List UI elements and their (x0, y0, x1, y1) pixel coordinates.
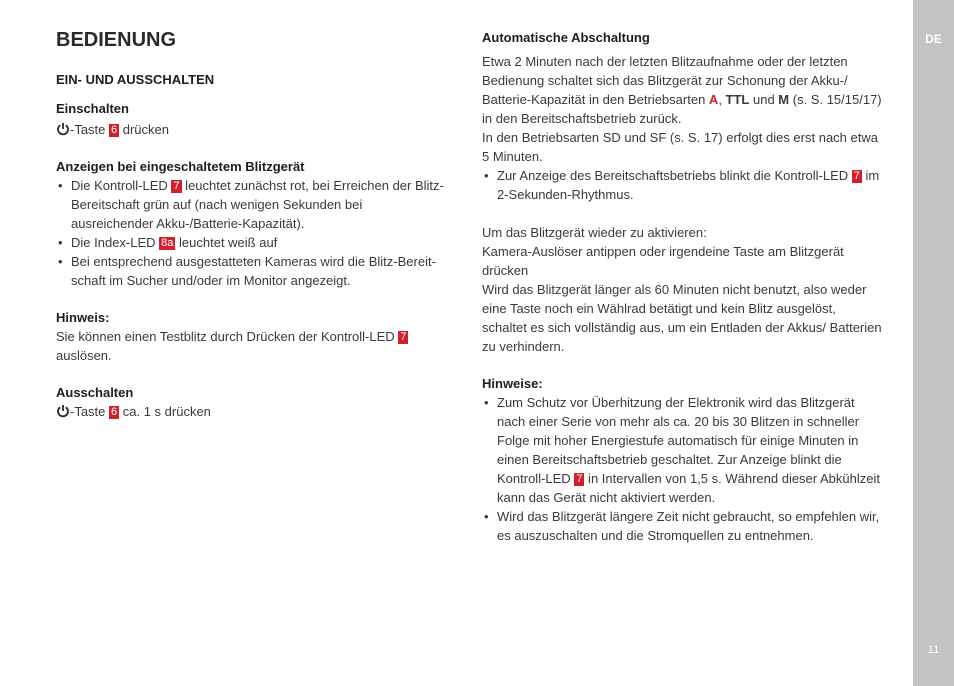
list-item: • Wird das Blitzgerät längere Zeit nicht gebraucht, so empfehlen wir, es auszuschalten und die Stromquellen zu entnehmen. (482, 507, 882, 545)
callout-number: 7 (853, 170, 860, 182)
reactivate-instruction: Kamera-Auslöser antippen oder irgendeine Taste am Blitzgerät drücken (482, 244, 844, 278)
list-item: • Zum Schutz vor Überhitzung der Elektronik wird das Blitzgerät nach einer Serie von mehr als ca. 20 bis 30 Blitzen in schneller Folge mit hoher Energiestufe automatisch für einige Minuten in einen Bereitschaftsbetrieb geschaltet. Zur Anzeige blinkt die Kontroll-LED 7 in Intervallen von 1,5 s. Während dieser Abkühlzeit kann das Gerät nicht aktiviert werden. (482, 393, 882, 507)
language-label: DE (925, 32, 942, 46)
sd-sf-paragraph: In den Betriebsarten SD und SF (s. S. 17) erfolgt dies erst nach etwa 5 Minuten. (482, 130, 878, 164)
callout-number: 6 (111, 124, 118, 136)
mode-ttl-label: TTL (725, 92, 750, 107)
list-item: • Die Kontroll-LED 7 leuchtet zunächst rot, bei Erreichen der Blitz-Bereitschaft grün auf (nach wenigen Sekunden bei ausreichender Akku-/Batterie-Kapazität). (56, 176, 446, 233)
right-column (482, 28, 882, 545)
full-off-paragraph: Wird das Blitzgerät länger als 60 Minuten nicht benutzt, also weder eine Taste noch ein Wählrad betätigt und kein Blitz ausgelöst, schaltet es sich vollständig aus, um ein Entladen der Akkus/ Batterien zu verhindern. (482, 282, 882, 354)
note-text: Sie können einen Testblitz durch Drücken der Kontroll-LED 7 auslösen. (56, 329, 407, 363)
callout-number: 7 (400, 331, 407, 343)
note-heading: Hinweis: (56, 310, 110, 325)
left-column (56, 28, 446, 421)
power-icon (56, 122, 70, 136)
side-tab (913, 0, 954, 686)
section-heading: EIN- UND AUSSCHALTEN (56, 72, 215, 87)
reactivate-intro: Um das Blitzgerät wieder zu aktivieren: (482, 225, 707, 240)
callout-number: 7 (173, 180, 180, 192)
mode-m-label: M (778, 92, 790, 107)
auto-off-heading: Automatische Abschaltung (482, 30, 650, 45)
auto-off-paragraph: Etwa 2 Minuten nach der letzten Blitzaufnahme oder der letzten Bedienung schaltet sich das Blitzgerät zur Schonung der Akku-/ Batterie-Kapazität in den Betriebsarten A, TTL und M (s. S. 15/15/17) in den Bereitschaftsbetrieb zurück. (482, 54, 882, 126)
switch-on-heading: Einschalten (56, 101, 129, 116)
notes-heading: Hinweise: (482, 376, 543, 391)
callout-number: 6 (111, 406, 118, 418)
page-title: BEDIENUNG (56, 29, 177, 51)
power-icon (56, 404, 70, 418)
callout-number: 7 (576, 473, 583, 485)
switch-off-instruction: -Taste 6 ca. 1 s drücken (56, 402, 446, 421)
switch-on-instruction: -Taste 6 drücken (56, 120, 446, 139)
list-item: • Die Index-LED 8a leuchtet weiß auf (56, 233, 446, 252)
switch-off-heading: Ausschalten (56, 385, 134, 400)
mode-a-label: A (708, 92, 719, 107)
list-item: • Zur Anzeige des Bereitschaftsbetriebs blinkt die Kontroll-LED 7 im 2-Sekunden-Rhythmus. (482, 166, 882, 204)
callout-number: 8a (161, 237, 174, 249)
page-number: 11 (927, 644, 940, 656)
indicators-list (56, 176, 446, 290)
indicators-heading: Anzeigen bei eingeschaltetem Blitzgerät (56, 159, 305, 174)
list-item: • Bei entsprechend ausgestatteten Kameras wird die Blitz-Bereit-schaft im Sucher und/oder im Monitor angezeigt. (56, 252, 446, 290)
standby-list (482, 166, 882, 204)
notes-list (482, 393, 882, 545)
